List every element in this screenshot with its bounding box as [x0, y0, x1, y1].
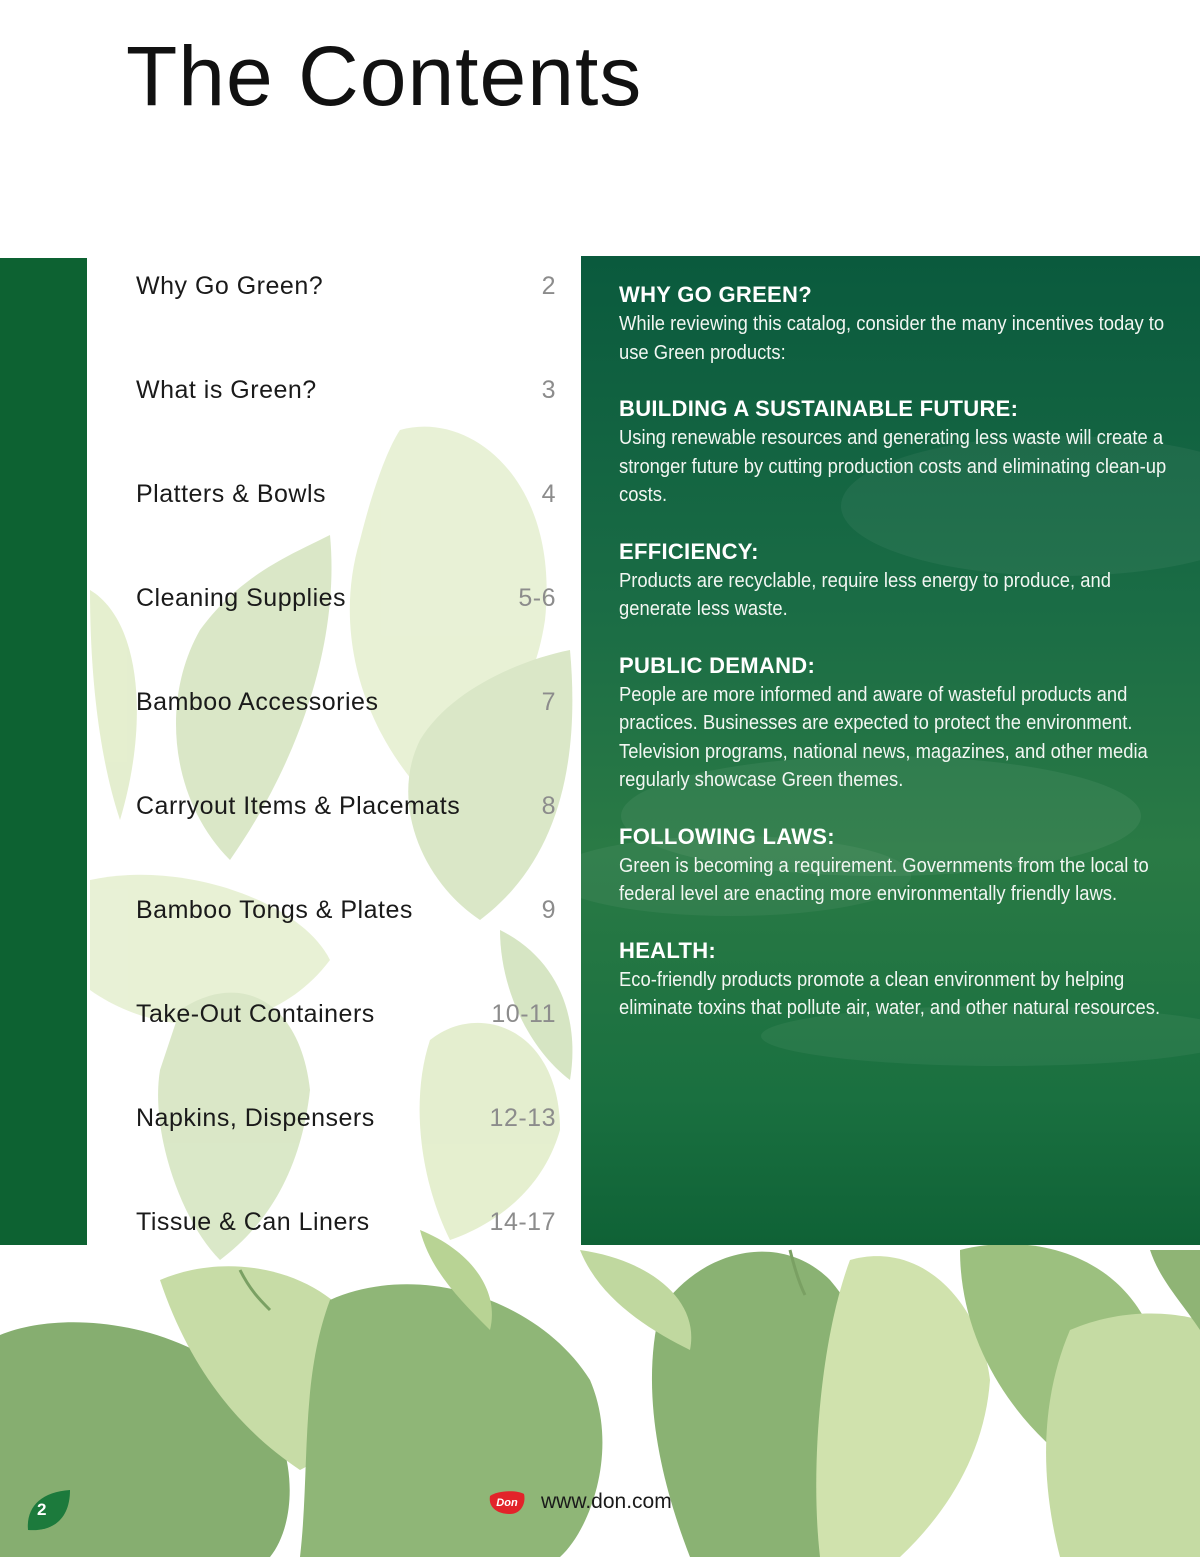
section-text: People are more informed and aware of wasteful products and practices. Businesses are expected to protect the environment. Television programs, national news, magazines, and other media regularly showcase Green themes.	[619, 683, 1148, 791]
section-sustainable-future	[619, 396, 1179, 510]
section-efficiency	[619, 539, 1179, 624]
footer-url-link[interactable]: www.don.com	[541, 1490, 672, 1513]
toc-item[interactable]	[136, 1208, 556, 1248]
don-logo-icon[interactable]	[488, 1490, 526, 1516]
section-heading: WHY GO GREEN?	[619, 282, 812, 307]
section-text: Using renewable resources and generating less waste will create a stronger future by cutting production costs and eliminating clean-up costs.	[619, 427, 1167, 506]
section-text: Products are recyclable, require less energy to produce, and generate less waste.	[619, 569, 1111, 620]
section-why-go-green	[619, 282, 1179, 367]
toc-item-label: Napkins, Dispensers	[136, 1104, 375, 1132]
toc-item-page: 5-6	[518, 584, 556, 612]
toc-item-label: Tissue & Can Liners	[136, 1208, 370, 1236]
toc-item-page: 10-11	[491, 1000, 556, 1028]
toc-item[interactable]	[136, 480, 556, 520]
toc-item[interactable]	[136, 1104, 556, 1144]
toc-item-label: Why Go Green?	[136, 272, 324, 300]
section-following-laws	[619, 824, 1179, 909]
toc-item-label: Bamboo Accessories	[136, 688, 379, 716]
toc-item-label: Cleaning Supplies	[136, 584, 347, 612]
toc-item-page: 7	[541, 688, 556, 716]
toc-item-label: Carryout Items & Placemats	[136, 792, 461, 820]
section-health	[619, 938, 1179, 1023]
section-text: While reviewing this catalog, consider the many incentives today to use Green products:	[619, 313, 1165, 364]
toc-item-label: Take-Out Containers	[136, 1000, 375, 1028]
toc-item-label: Bamboo Tongs & Plates	[136, 896, 413, 924]
left-green-bar	[0, 258, 87, 1245]
logo-text: Don	[496, 1497, 518, 1509]
toc-item[interactable]	[136, 688, 556, 728]
section-text: Eco-friendly products promote a clean environment by helping eliminate toxins that pollute air, water, and other natural resources.	[619, 968, 1161, 1019]
section-text: Green is becoming a requirement. Governments from the local to federal level are enacting more environmentally friendly laws.	[619, 854, 1149, 905]
toc-item[interactable]	[136, 1000, 556, 1040]
toc-item[interactable]	[136, 584, 556, 624]
toc-item-page: 9	[541, 896, 556, 924]
toc-item[interactable]	[136, 272, 556, 312]
page-number-leaf-icon	[24, 1488, 72, 1534]
section-heading: BUILDING A SUSTAINABLE FUTURE:	[619, 396, 1019, 421]
toc-item-page: 2	[541, 272, 556, 300]
page-title: The Contents	[126, 29, 643, 123]
toc-item-page: 12-13	[489, 1104, 556, 1132]
toc-item[interactable]	[136, 896, 556, 936]
toc-item-label: Platters & Bowls	[136, 480, 327, 508]
toc-item-label: What is Green?	[136, 376, 317, 404]
page-number: 2	[37, 1500, 47, 1519]
toc-item-page: 14-17	[489, 1208, 556, 1236]
section-public-demand	[619, 653, 1179, 795]
section-heading: FOLLOWING LAWS:	[619, 823, 835, 849]
toc-item-page: 4	[541, 480, 556, 508]
toc-item[interactable]	[136, 792, 556, 832]
toc-item-page: 3	[541, 376, 556, 404]
section-heading: EFFICIENCY:	[619, 538, 759, 564]
section-heading: HEALTH:	[619, 937, 717, 963]
why-go-green-panel	[581, 256, 1200, 1245]
toc-item-page: 8	[541, 792, 556, 820]
toc-item[interactable]	[136, 376, 556, 416]
section-heading: PUBLIC DEMAND:	[619, 652, 816, 678]
